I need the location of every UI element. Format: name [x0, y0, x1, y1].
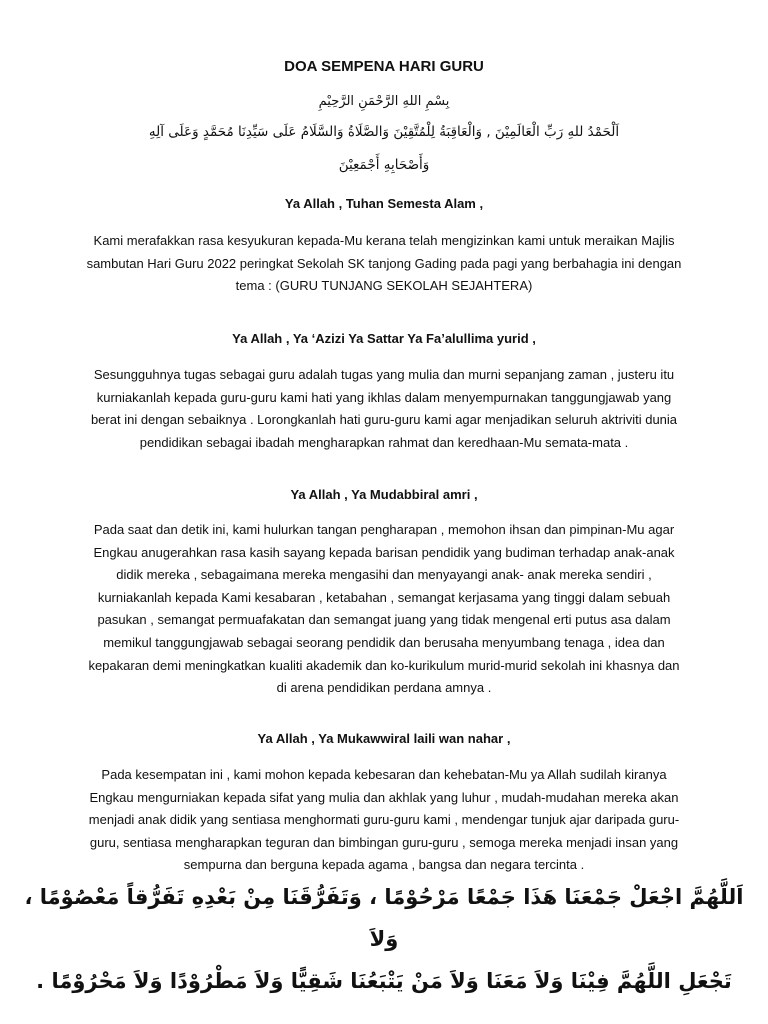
paragraph-line: Engkau mengurniakan kepada sifat yang mulia dan akhlak yang luhur , mudah-mudahan mereka akan: [89, 789, 679, 805]
arabic-basmala: بِسْمِ اللهِ الرَّحْمَنِ الرَّحِيْمِ: [318, 94, 450, 109]
section-paragraph: [40, 519, 728, 700]
paragraph-line: memikul tanggungjawab sebagai seorang pendidik dan berusaha menyumbang tenaga , idea dan: [103, 634, 665, 650]
paragraph-line: Kami merafakkan rasa kesyukuran kepada-Mu kerana telah mengizinkan kami untuk meraikan Majlis: [93, 233, 675, 248]
arabic-closing-line-1: اَللَّهُمَّ اجْعَلْ جَمْعَنَا هَذَا جَمْعًا مَرْحُوْمًا ، وَتَفَرُّقَنَا مِنْ بَعْدِهِ تَفَرُّقاً مَعْصُوْمًا ، وَلاَ: [24, 885, 744, 951]
paragraph-line: berat ini dengan sebaiknya . Lorongkanlah hati guru-guru kami agar menjadikan seluruh aktriviti dunia: [90, 412, 678, 428]
paragraph-line: sempurna dan berguna kepada agama , bangsa dan negara tercinta .: [183, 857, 585, 873]
section-heading: Ya Allah , Tuhan Semesta Alam ,: [284, 196, 484, 211]
paragraph-line: Sesungguhnya tugas sebagai guru adalah tugas yang mulia dan murni sepanjang zaman , justeru itu: [93, 367, 675, 382]
paragraph-line: Pada saat dan detik ini, kami hulurkan tangan pengharapan , memohon ihsan dan pimpinan-Mu agar: [93, 522, 675, 537]
paragraph-line: kepakaran demi meningkatkan kualiti akademik dan ko-kurikulum murid-murid sekolah ini khasnya dan: [88, 657, 680, 673]
document-title: DOA SEMPENA HARI GURU: [284, 58, 484, 75]
arabic-praise-line-1: اَلْحَمْدُ للهِ رَبِّ الْعَالَمِيْنَ , وَالْعَاقِبَةُ لِلْمُتَّقِيْنَ وَالصَّلَاةُ وَالسَّلَامُ عَلَى سَيِّدِنَا مُحَمَّدٍ وَعَلَى آلِهِ: [148, 124, 620, 140]
paragraph-line: guru, sentiasa mengharapkan teguran dan bimbingan guru-guru , semoga mereka menjadi insan yang: [89, 834, 679, 850]
section-paragraph: [40, 764, 728, 877]
paragraph-line: menjadi anak didik yang sentiasa menghormati guru-guru kami , mendengar tunjuk ajar daripada guru-: [88, 812, 680, 828]
section-heading: Ya Allah , Ya Mudabbiral amri ,: [290, 487, 478, 502]
section-paragraph: [40, 230, 728, 298]
section-paragraph: [40, 364, 728, 454]
paragraph-line: di arena pendidikan perdana amnya .: [276, 680, 492, 696]
paragraph-line: sambutan Hari Guru 2022 peringkat Sekolah SK tanjong Gading pada pagi yang berbahagia ini dengan: [86, 255, 682, 271]
arabic-closing-prayer: [20, 876, 748, 1002]
paragraph-line: tema : (GURU TUNJANG SEKOLAH SEJAHTERA): [235, 278, 533, 294]
paragraph-line: kurniakanlah kepada guru-guru kami hati yang ikhlas dalam menyempurnakan tanggungjawab yang: [96, 389, 672, 405]
arabic-closing-line-2: تَجْعَلِ اللَّهُمَّ فِيْنَا وَلاَ مَعَنَا وَلاَ مَنْ يَتْبَعُنَا شَقِيًّا وَلاَ مَطْرُوْدًا وَلاَ مَحْرُوْمًا .: [36, 969, 732, 993]
paragraph-line: Pada kesempatan ini , kami mohon kepada kebesaran dan kehebatan-Mu ya Allah sudilah kiranya: [101, 767, 667, 782]
paragraph-line: didik mereka , sebagaimana mereka mengasihi dan menyayangi anak- anak mereka sendiri ,: [116, 567, 652, 583]
paragraph-line: pendidikan sebagai ibadah mengharapkan rahmat dan keredhaan-Mu semata-mata .: [139, 434, 629, 450]
paragraph-line: kurniakanlah kepada Kami kesabaran , ketabahan , semangat kerjasama yang tinggi dalam sebuah: [97, 589, 671, 605]
section-heading: Ya Allah , Ya ‘Azizi Ya Sattar Ya Fa’alullima yurid ,: [232, 331, 536, 346]
paragraph-line: Engkau anugerahkan rasa kasih sayang kepada barisan pendidik yang budiman terhadap anak-anak: [93, 544, 675, 560]
paragraph-line: pasukan , semangat permuafakatan dan semangat juang yang tidak mengenal erti putus asa dalam: [97, 612, 671, 628]
arabic-praise-line-2: وَأَصْحَابِهِ أَجْمَعِيْنَ: [338, 157, 430, 173]
section-heading: Ya Allah , Ya Mukawwiral laili wan nahar ,: [257, 731, 511, 746]
